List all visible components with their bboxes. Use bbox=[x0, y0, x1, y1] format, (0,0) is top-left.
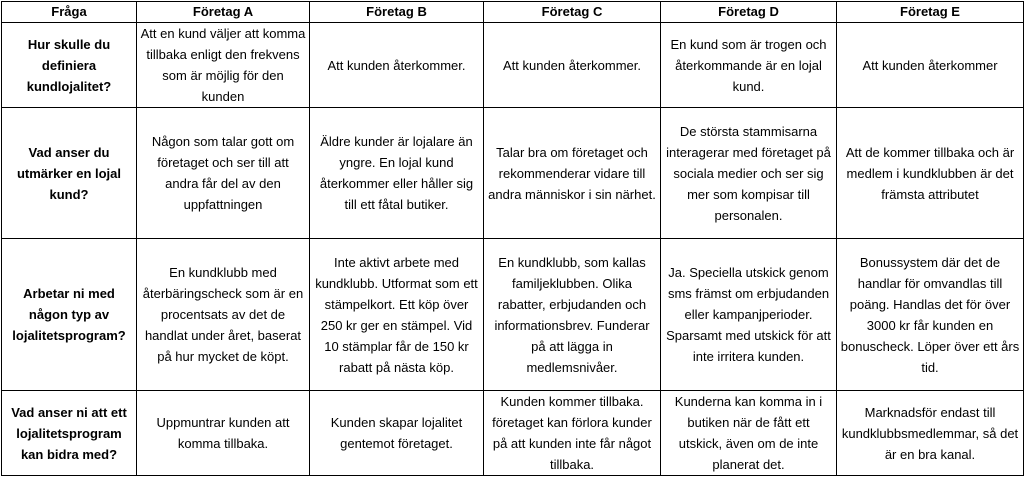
header-question: Fråga bbox=[2, 2, 137, 23]
question-cell: Arbetar ni med någon typ av lojalitetsprogram? bbox=[2, 239, 137, 391]
answer-cell-b: Inte aktivt arbete med kundklubb. Utformat som ett stämpelkort. Ett köp över 250 kr ger en stämpel. Vid 10 stämplar får de 150 kr rabatt på nästa köp. bbox=[310, 239, 484, 391]
answer-cell-d: Kunderna kan komma in i butiken när de fått ett utskick, även om de inte planerat det. bbox=[661, 391, 837, 476]
answer-cell-e: Marknadsför endast till kundklubbsmedlemmar, så det är en bra kanal. bbox=[837, 391, 1024, 476]
answer-cell-a: Någon som talar gott om företaget och ser till att andra får del av den uppfattningen bbox=[137, 108, 310, 239]
header-company-e: Företag E bbox=[837, 2, 1024, 23]
answer-cell-c: Kunden kommer tillbaka. företaget kan förlora kunder på att kunden inte får något tillbaka. bbox=[484, 391, 661, 476]
table-row bbox=[2, 108, 1024, 239]
answer-cell-b: Att kunden återkommer. bbox=[310, 23, 484, 108]
comparison-table bbox=[1, 1, 1024, 476]
answer-cell-a: Uppmuntrar kunden att komma tillbaka. bbox=[137, 391, 310, 476]
answer-cell-a: Att en kund väljer att komma tillbaka enligt den frekvens som är möjlig för den kunden bbox=[137, 23, 310, 108]
header-company-c: Företag C bbox=[484, 2, 661, 23]
answer-cell-c: Talar bra om företaget och rekommenderar vidare till andra människor i sin närhet. bbox=[484, 108, 661, 239]
header-row bbox=[2, 2, 1024, 23]
header-company-a: Företag A bbox=[137, 2, 310, 23]
question-cell: Vad anser ni att ett lojalitetsprogram kan bidra med? bbox=[2, 391, 137, 476]
answer-cell-d: En kund som är trogen och återkommande är en lojal kund. bbox=[661, 23, 837, 108]
table-row bbox=[2, 23, 1024, 108]
answer-cell-c: Att kunden återkommer. bbox=[484, 23, 661, 108]
table-row bbox=[2, 239, 1024, 391]
answer-cell-d: Ja. Speciella utskick genom sms främst om erbjudanden eller kampanjperioder. Sparsamt med utskick för att inte irritera kunden. bbox=[661, 239, 837, 391]
header-company-d: Företag D bbox=[661, 2, 837, 23]
answer-cell-b: Äldre kunder är lojalare än yngre. En lojal kund återkommer eller håller sig till ett fåtal butiker. bbox=[310, 108, 484, 239]
answer-cell-e: Att de kommer tillbaka och är medlem i kundklubben är det främsta attributet bbox=[837, 108, 1024, 239]
question-cell: Hur skulle du definiera kundlojalitet? bbox=[2, 23, 137, 108]
answer-cell-b: Kunden skapar lojalitet gentemot företaget. bbox=[310, 391, 484, 476]
table-row bbox=[2, 391, 1024, 476]
answer-cell-e: Bonussystem där det de handlar för omvandlas till poäng. Handlas det för över 3000 kr får kunden en bonuscheck. Löper över ett års tid. bbox=[837, 239, 1024, 391]
question-cell: Vad anser du utmärker en lojal kund? bbox=[2, 108, 137, 239]
answer-cell-c: En kundklubb, som kallas familjeklubben. Olika rabatter, erbjudanden och informationsbrev. Funderar på att lägga in medlemsnivåer. bbox=[484, 239, 661, 391]
answer-cell-e: Att kunden återkommer bbox=[837, 23, 1024, 108]
answer-cell-a: En kundklubb med återbäringscheck som är en procentsats av det de handlat under året, baserat på hur mycket de köpt. bbox=[137, 239, 310, 391]
header-company-b: Företag B bbox=[310, 2, 484, 23]
answer-cell-d: De största stammisarna interagerar med företaget på sociala medier och ser sig mer som kompisar till personalen. bbox=[661, 108, 837, 239]
